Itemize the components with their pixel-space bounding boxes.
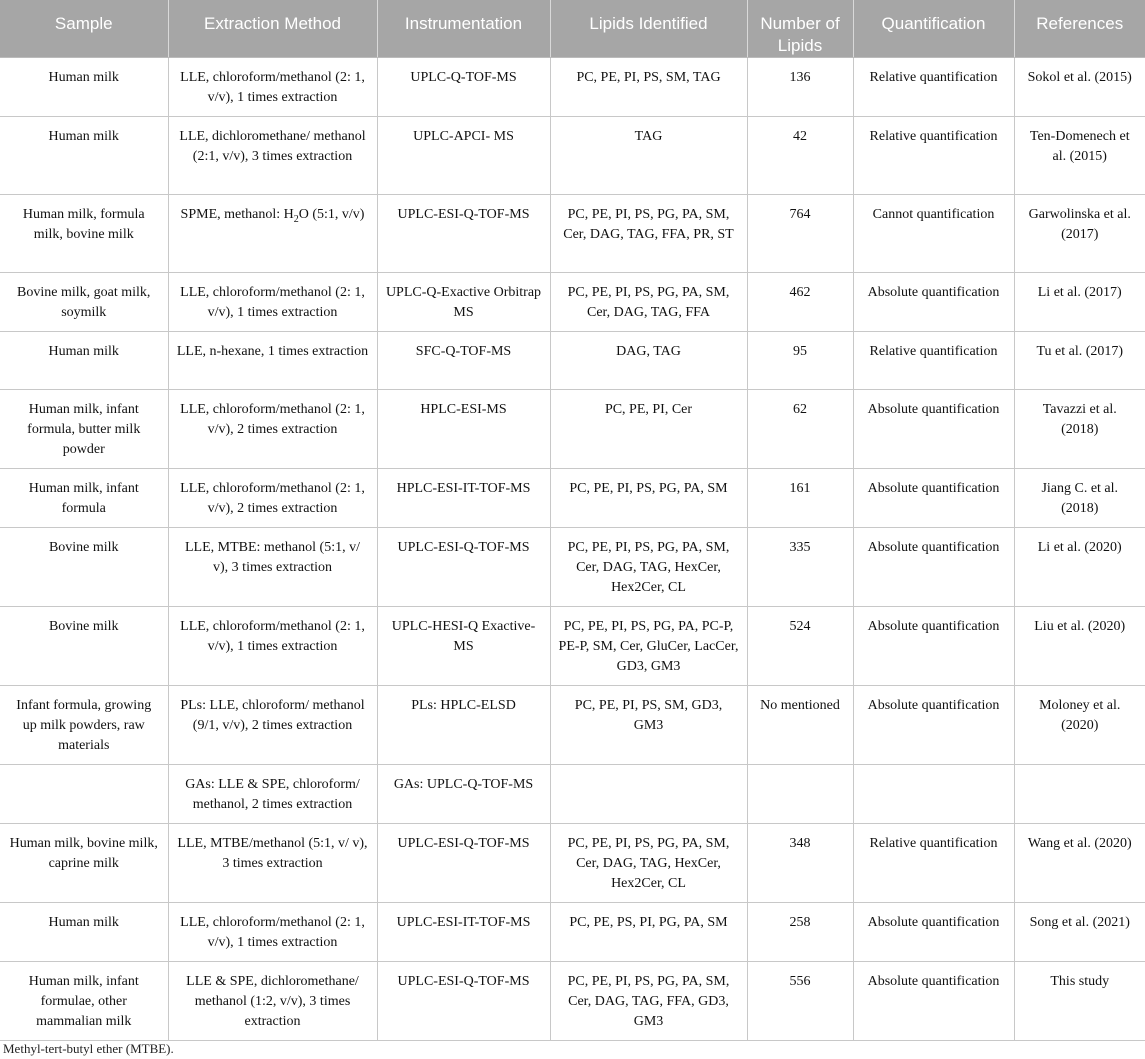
cell-sample: Bovine milk xyxy=(0,528,168,607)
cell-references: Tu et al. (2017) xyxy=(1014,332,1145,390)
cell-instrumentation: UPLC-ESI-Q-TOF-MS xyxy=(377,195,550,273)
cell-lipids-identified: TAG xyxy=(550,117,747,195)
cell-references: This study xyxy=(1014,962,1145,1041)
cell-extraction-method: LLE, chloroform/methanol (2: 1, v/v), 1 times extraction xyxy=(168,607,377,686)
cell-quantification: Absolute quantification xyxy=(853,962,1014,1041)
cell-quantification: Absolute quantification xyxy=(853,607,1014,686)
cell-references: Ten-Domenech et al. (2015) xyxy=(1014,117,1145,195)
cell-number-of-lipids: 161 xyxy=(747,469,853,528)
extraction-text-pre: SPME, methanol: H xyxy=(180,207,294,222)
cell-references: Tavazzi et al. (2018) xyxy=(1014,390,1145,469)
cell-lipids-identified: PC, PE, PI, PS, PG, PA, SM xyxy=(550,469,747,528)
cell-number-of-lipids: 136 xyxy=(747,58,853,117)
cell-lipids-identified: PC, PE, PI, PS, PG, PA, SM, Cer, DAG, TAG, HexCer, Hex2Cer, CL xyxy=(550,528,747,607)
cell-number-of-lipids: 556 xyxy=(747,962,853,1041)
cell-extraction-method: LLE, MTBE/methanol (5:1, v/ v), 3 times extraction xyxy=(168,824,377,903)
cell-number-of-lipids: 62 xyxy=(747,390,853,469)
header-extraction-method: Extraction Method xyxy=(168,0,377,58)
cell-references: Li et al. (2017) xyxy=(1014,273,1145,332)
cell-instrumentation: HPLC-ESI-MS xyxy=(377,390,550,469)
cell-extraction-method: PLs: LLE, chloroform/ methanol (9/1, v/v), 2 times extraction xyxy=(168,686,377,765)
cell-number-of-lipids: 258 xyxy=(747,903,853,962)
header-quantification: Quantification xyxy=(853,0,1014,58)
cell-sample: Human milk xyxy=(0,332,168,390)
cell-references xyxy=(1014,765,1145,824)
cell-extraction-method: LLE & SPE, dichloromethane/ methanol (1:2, v/v), 3 times extraction xyxy=(168,962,377,1041)
cell-lipids-identified: PC, PE, PS, PI, PG, PA, SM xyxy=(550,903,747,962)
cell-sample: Human milk, infant formulae, other mammalian milk xyxy=(0,962,168,1041)
cell-number-of-lipids: 335 xyxy=(747,528,853,607)
cell-quantification: Absolute quantification xyxy=(853,528,1014,607)
table-row xyxy=(0,195,1145,273)
cell-lipids-identified: PC, PE, PI, Cer xyxy=(550,390,747,469)
cell-quantification xyxy=(853,765,1014,824)
cell-lipids-identified: PC, PE, PI, PS, SM, TAG xyxy=(550,58,747,117)
header-number-of-lipids: Number of Lipids xyxy=(747,0,853,58)
cell-extraction-method: LLE, dichloromethane/ methanol (2:1, v/v), 3 times extraction xyxy=(168,117,377,195)
cell-number-of-lipids: 95 xyxy=(747,332,853,390)
cell-extraction-method: LLE, MTBE: methanol (5:1, v/ v), 3 times extraction xyxy=(168,528,377,607)
cell-sample: Infant formula, growing up milk powders, raw materials xyxy=(0,686,168,765)
cell-references: Sokol et al. (2015) xyxy=(1014,58,1145,117)
cell-quantification: Absolute quantification xyxy=(853,273,1014,332)
cell-references: Jiang C. et al. (2018) xyxy=(1014,469,1145,528)
cell-lipids-identified: PC, PE, PI, PS, PG, PA, PC-P, PE-P, SM, Cer, GluCer, LacCer, GD3, GM3 xyxy=(550,607,747,686)
cell-quantification: Relative quantification xyxy=(853,824,1014,903)
cell-instrumentation: UPLC-HESI-Q Exactive-MS xyxy=(377,607,550,686)
cell-quantification: Relative quantification xyxy=(853,58,1014,117)
subscript-2: 2 xyxy=(293,213,299,225)
cell-number-of-lipids: 524 xyxy=(747,607,853,686)
cell-extraction-method: LLE, n-hexane, 1 times extraction xyxy=(168,332,377,390)
cell-lipids-identified: DAG, TAG xyxy=(550,332,747,390)
table-row xyxy=(0,273,1145,332)
cell-sample: Human milk xyxy=(0,903,168,962)
cell-lipids-identified: PC, PE, PI, PS, PG, PA, SM, Cer, DAG, TAG, FFA xyxy=(550,273,747,332)
table-footnote: Methyl-tert-butyl ether (MTBE). xyxy=(3,1041,174,1056)
cell-references: Garwolinska et al. (2017) xyxy=(1014,195,1145,273)
cell-sample: Human milk, infant formula, butter milk powder xyxy=(0,390,168,469)
table-row xyxy=(0,962,1145,1041)
cell-references: Wang et al. (2020) xyxy=(1014,824,1145,903)
cell-extraction-method: LLE, chloroform/methanol (2: 1, v/v), 1 times extraction xyxy=(168,58,377,117)
cell-references: Song et al. (2021) xyxy=(1014,903,1145,962)
cell-lipids-identified: PC, PE, PI, PS, PG, PA, SM, Cer, DAG, TAG, HexCer, Hex2Cer, CL xyxy=(550,824,747,903)
table-row xyxy=(0,686,1145,765)
cell-instrumentation: UPLC-Q-TOF-MS xyxy=(377,58,550,117)
cell-lipids-identified: PC, PE, PI, PS, SM, GD3, GM3 xyxy=(550,686,747,765)
cell-sample: Bovine milk, goat milk, soymilk xyxy=(0,273,168,332)
cell-references: Liu et al. (2020) xyxy=(1014,607,1145,686)
table-row xyxy=(0,469,1145,528)
table-row xyxy=(0,765,1145,824)
cell-quantification: Absolute quantification xyxy=(853,686,1014,765)
extraction-text-post: O (5:1, v/v) xyxy=(298,207,365,222)
table-row xyxy=(0,607,1145,686)
cell-extraction-method: LLE, chloroform/methanol (2: 1, v/v), 1 times extraction xyxy=(168,903,377,962)
cell-instrumentation: HPLC-ESI-IT-TOF-MS xyxy=(377,469,550,528)
table-row xyxy=(0,332,1145,390)
cell-quantification: Absolute quantification xyxy=(853,903,1014,962)
cell-instrumentation: PLs: HPLC-ELSD xyxy=(377,686,550,765)
table-row xyxy=(0,117,1145,195)
cell-extraction-method: GAs: LLE & SPE, chloroform/ methanol, 2 times extraction xyxy=(168,765,377,824)
cell-extraction-method: LLE, chloroform/methanol (2: 1, v/v), 1 times extraction xyxy=(168,273,377,332)
table-row xyxy=(0,903,1145,962)
cell-extraction-method xyxy=(168,195,377,273)
header-references: References xyxy=(1014,0,1145,58)
cell-instrumentation: UPLC-ESI-Q-TOF-MS xyxy=(377,962,550,1041)
cell-number-of-lipids xyxy=(747,765,853,824)
cell-sample: Human milk xyxy=(0,117,168,195)
cell-sample: Bovine milk xyxy=(0,607,168,686)
cell-instrumentation: UPLC-Q-Exactive Orbitrap MS xyxy=(377,273,550,332)
cell-references: Li et al. (2020) xyxy=(1014,528,1145,607)
header-sample: Sample xyxy=(0,0,168,58)
cell-extraction-method: LLE, chloroform/methanol (2: 1, v/v), 2 times extraction xyxy=(168,469,377,528)
table-row xyxy=(0,528,1145,607)
cell-number-of-lipids: No mentioned xyxy=(747,686,853,765)
cell-sample: Human milk xyxy=(0,58,168,117)
cell-quantification: Absolute quantification xyxy=(853,390,1014,469)
cell-sample: Human milk, formula milk, bovine milk xyxy=(0,195,168,273)
cell-instrumentation: UPLC-APCI- MS xyxy=(377,117,550,195)
cell-references: Moloney et al. (2020) xyxy=(1014,686,1145,765)
cell-sample xyxy=(0,765,168,824)
header-row xyxy=(0,0,1145,58)
table-row xyxy=(0,58,1145,117)
cell-lipids-identified: PC, PE, PI, PS, PG, PA, SM, Cer, DAG, TAG, FFA, PR, ST xyxy=(550,195,747,273)
cell-instrumentation: UPLC-ESI-Q-TOF-MS xyxy=(377,824,550,903)
cell-sample: Human milk, infant formula xyxy=(0,469,168,528)
header-instrumentation: Instrumentation xyxy=(377,0,550,58)
cell-sample: Human milk, bovine milk, caprine milk xyxy=(0,824,168,903)
cell-number-of-lipids: 462 xyxy=(747,273,853,332)
cell-number-of-lipids: 348 xyxy=(747,824,853,903)
cell-quantification: Absolute quantification xyxy=(853,469,1014,528)
cell-instrumentation: SFC-Q-TOF-MS xyxy=(377,332,550,390)
cell-quantification: Relative quantification xyxy=(853,332,1014,390)
header-lipids-identified: Lipids Identified xyxy=(550,0,747,58)
cell-number-of-lipids: 764 xyxy=(747,195,853,273)
cell-extraction-method: LLE, chloroform/methanol (2: 1, v/v), 2 times extraction xyxy=(168,390,377,469)
cell-lipids-identified xyxy=(550,765,747,824)
cell-number-of-lipids: 42 xyxy=(747,117,853,195)
table-row xyxy=(0,390,1145,469)
cell-lipids-identified: PC, PE, PI, PS, PG, PA, SM, Cer, DAG, TAG, FFA, GD3, GM3 xyxy=(550,962,747,1041)
cell-quantification: Cannot quantification xyxy=(853,195,1014,273)
cell-instrumentation: GAs: UPLC-Q-TOF-MS xyxy=(377,765,550,824)
cell-quantification: Relative quantification xyxy=(853,117,1014,195)
table-row xyxy=(0,824,1145,903)
cell-instrumentation: UPLC-ESI-Q-TOF-MS xyxy=(377,528,550,607)
cell-instrumentation: UPLC-ESI-IT-TOF-MS xyxy=(377,903,550,962)
